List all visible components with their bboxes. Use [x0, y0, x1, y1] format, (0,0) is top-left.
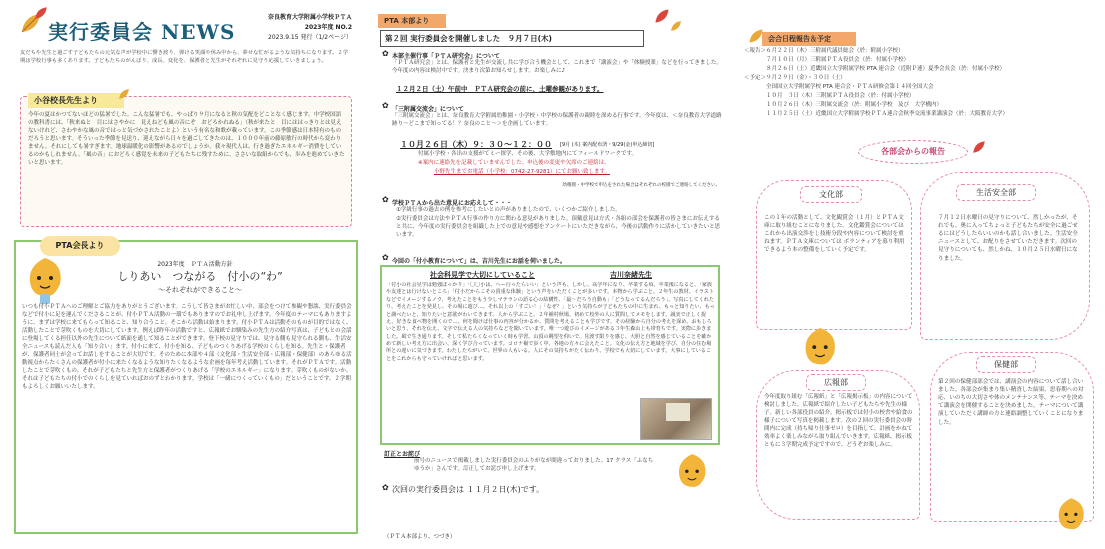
- section-bullet-icon: ✿: [382, 49, 389, 58]
- schedule-line-2: ８月２６日（土）近畿国立大学附属学校 PTA 連合会（近附Ｐ連）夏季会長会（於：付属小学校）: [744, 66, 1006, 72]
- reports-heading: 各部会からの報告: [858, 140, 968, 164]
- news-column-center: [370, 0, 730, 549]
- pta-slogan: しりあい つながる 付小の“わ”: [117, 270, 283, 283]
- principal-body: 今年の夏はかつてないほどの猛暑でした。こんな猛暑でも、やっぱり９月になると秋の気配をどことなく感じます。中学校国語の教科書には、「秋来ぬと 目にはさやかに 見えねども風の音にぞ おどろかれぬる」（秋が来たと 目にははっきりとは見えないけれど、さわやかな風の音ではっと気づかされたことよ）という有名な和歌が載っています。この季節感は日本特有のものだろうと思います。そういった季節を見送り、迎えながら日々を過ごしてきたのは、１０００年前の藤原敏行の時代から変わりません。それにしても暑すぎます。地球温暖化の影響があるのでしょうか。我々現代人は、行き過ぎたエネルギー消費をしているのかもしれません。「風の音」におどろく感覚を未来の子どもたちに残すために、ささいな取組からでも、歩みを進めていきたいと思います。: [28, 112, 345, 166]
- mascot-icon: [800, 326, 840, 372]
- schedule-line-5: １０月 ３日（木）三附属ＰＴＡ役員会（於：付属小学校）: [744, 93, 915, 99]
- publisher-name: 奈良教育大学附属小学校ＰＴＡ: [267, 14, 352, 21]
- sec3-title: 学校ＰＴＡから出た意見にお応えして・・・: [392, 200, 513, 207]
- schedule-tag: 会合日程報告＆予定: [762, 32, 856, 46]
- health-body: 第２回の保健部部会では、講演会の内容について話し合いました。各部会が集まり集い精査した結果、思春期への対応、いのちの大切さや体のメンテナンス等、テーマを決めて講演会を開催することを決めました。テーマについて講演していただく講師の方と連絡調整していくことになりました。: [938, 379, 1084, 426]
- correction-title: 訂正とお詫び: [384, 451, 421, 458]
- section-bullet-icon: ✿: [382, 483, 389, 492]
- leaf-icon: [654, 8, 670, 24]
- section-bullet-icon: ✿: [382, 101, 389, 110]
- teacher-box-title: 社会科見学で大切にしていること: [430, 271, 535, 279]
- schedule-line-4: 全国国立大学附属学校 PTA 連合会・ＰＴＡ研修会第１４回全国大会: [744, 84, 934, 90]
- schedule-line-6: １０月２６日（木）三附属交流会（於：附属小学校 及び 大学構内）: [744, 102, 943, 108]
- leaf-icon: [972, 140, 986, 154]
- schedule-line-0: ＜報告＞６月２２日（木）三附属代議員総会（於：附属小学校）: [744, 48, 904, 54]
- pta-heading: PTA会長より: [40, 236, 120, 256]
- photo-screen: [666, 403, 690, 421]
- sec2-contact: 小野先生までお電話（小学校：0742-27-9281）にてお願い致します。: [434, 169, 611, 175]
- sec2-detail: 付属小学校・各出の支援がてミー探学、その後、大学敷地内にてフィールドワークです。: [418, 151, 638, 157]
- sec2-date: １０月２６日（木）９：３０～１２：００: [400, 140, 552, 149]
- policy-label: 2023年度 ＰＴＡ活動方針: [157, 261, 233, 268]
- safety-body: ７月１２日水曜日の見守りについて、然しかったが、それでも、奥に入ってちょっと子どもたちが安全に過ごせるにはどうしたらいいのかも話し合いました。生活安全ニュースとして、お配りをさせていただきます。次回の見守りについても、然しかね、１０月２５日水曜日になりました。: [938, 215, 1078, 262]
- sec3-line2: ②実行委員会は方法やＰＴＡ行事の作り方に関わる意見がありました。頂戴意見は方式・各組の部会を保護者の皆さまにお伝えすると共に、今年度の実行委員会を組織した上での意見や感想をアンケートにいただきながら、今後の活動作りに活かしていきたいと思います。: [396, 216, 721, 238]
- teacher-body: 「付小の社会見学は勉強ばっかり」「〇〇小は、へー行ったらいい」という声も、しかし、高学年になり、卒業する頃、卒業後になると、「家族や友達とは行けないところ」「付小だからこその貴重な体験」という声をいただくことが多いです。本物から学ぶこと。２年生の教材、イラストなどでイメージするノウ、考えたことをもう少しマテランの語る心の結構性、「最～だろう自動も」「どうなってるんだろう」、写真にしてくれたり、考えたことを発見し、その場に遊び…。それ以上の「すごい！」「なぜ？」という気持ちが子どもたちの中に生まれ、もっと知りたい、もっと調べたいと、知りたいと意欲がわいてきます。人から学ぶこと。２年補村秋場、初めて校外の人に質問してメモをします。誠実で正しく捉え、好きな食べ物を開くので…。何を聞けば仕事の内容が分かるか、質問を考えることも学びです。その経験から自分の考えを深め、おもしろいと思う、それを伝え、文字で伝える人の気持ちなどを聞いています。唯一つ遊びのイメージがある３年生森山上も帯育ちです。実際に歩きました。風で生き通ります。そして私たちくなっていく時も学習。山頂の眺望を仰いで、見渡す限りを感じ、大胆と自然を感じていることを確かめて新しい考え方に出会い、深く学び合っています。コロナ禍で歩く中、各地の方々に会えたこと。文化の伝え方と地域を学び、自分の住む場所との違いに気づきます。わたしたちがいて、世界の人もいる。人にその気持ちがたく伝わり、学校でも大切にしています。大事にしていることをこれからも守っていければと思います。: [386, 282, 715, 362]
- sec1-body: 「ＰＴＡ研究会」とは、保護者と先生が交流し共に学び合う機会として、これまで「講演会」や「体験授業」などを行ってきました。今年度の内容は検討中です。決まり次第お知らせします。お楽しみに♪: [392, 60, 722, 74]
- health-title: 保健部: [976, 356, 1036, 373]
- correction-body: 前号のニュースで掲載しました実行委員会のふりがなが間違っておりました。17 クラス「ふなちゆうか」さんです。訂正してお詫び申し上げます。: [414, 458, 654, 472]
- leaf-icon: [118, 88, 130, 100]
- next-meeting: 次回の実行委員会は １１月２日(木)です。: [392, 485, 545, 494]
- section-bullet-icon: ✿: [382, 253, 389, 262]
- issue-date: 2023.9.15 発行（1/2ページ）: [268, 34, 352, 41]
- mascot-icon: [674, 452, 710, 494]
- pr-title: 広報部: [806, 374, 866, 391]
- sec2-title: 「三附属交流会」について: [392, 106, 464, 113]
- issue-number: 2023年度 NO.2: [304, 24, 352, 31]
- culture-body: この１年の活動として、文化観賞会（１月）とＰＴＡ文庫に取り組むことになりました。文化鑑賞会についてはこれから出演交渉をし技術分段や内容について検討を重ねます。ＰＴＡ文庫については ボランティアを募り利用できるよう本の整備をしていく予定です。: [764, 215, 905, 254]
- section-bullet-icon: ✿: [382, 195, 389, 204]
- news-column-left: [0, 0, 360, 549]
- culture-title: 文化部: [800, 186, 862, 203]
- schedule-line-1: ７月１０日（月）三附属ＰＴＡ役員会（於：付属小学校）: [744, 57, 910, 63]
- intro-text: 友だちや先生と過ごす子どもたちの元気な声が学校中に響き渡り、弾ける笑顔や休み中から、夢せな忙がるような気持ちになります。２学期は学校行事も多くあります。子どもたちのがんばり、成長、変化を、保護者と先生がそれぞれに見守り応援していきましょう。: [20, 50, 348, 64]
- teacher-name: 吉川奈緒先生: [610, 271, 652, 279]
- leaf-icon: [34, 6, 48, 20]
- newsletter-title: 実行委員会 NEWS: [48, 20, 236, 44]
- pr-body: 今年度取り組む「広報紙」と「広報掲示板」の内容について検討しました。広報紙で紹介したい子どもたちや先生の様子。新しい各部役員の紹介。掲示板では付小の校舎や給食の様子について写真を掲載します。次の２回の実行委員会の時間内に完成（持ち帰り仕事ゼロ）を目指して、計画をかねて効率よく楽しみながら取り組んでいきます。広報紙、掲示板ともに３学期完成予定ですので、どうぞお楽しみに。: [764, 394, 913, 448]
- mascot-icon: [1054, 496, 1088, 536]
- schedule-line-3: ＜予定＞９月２９日（金）・３０日（土）: [744, 75, 846, 81]
- safety-title: 生活安全部: [956, 184, 1036, 201]
- leaf-icon: [670, 20, 682, 32]
- sec4-title: 今回の「付小教育について」は、吉川先生にお話を伺いました。: [392, 258, 566, 265]
- pta-slogan-sub: ～それぞれができること～: [158, 286, 242, 294]
- sec1-date: １２月２日（土）午前中 ＰＴＡ研究会の前に、土曜参観があります。: [396, 85, 604, 93]
- principal-heading: 小谷校長先生より: [28, 93, 124, 108]
- sec2-note: [9月 (木) 案内配布済・9/29(金)申込締切]: [560, 142, 655, 148]
- sec3-line1: ①学級行事の過去の例を参考にしたいとの声がありましたので、いくつかご紹介しました。: [396, 207, 621, 213]
- mascot-icon: [24, 256, 66, 304]
- meeting-headline: 第２回 実行委員会を開催しました ９月７日(木): [380, 30, 644, 47]
- column-footer: （ＰＴＡ本部より、つづき）: [384, 534, 456, 540]
- news-column-right: [740, 0, 1105, 549]
- sec2-warning: ※案内に連絡先を記載していませんでした。申込後の変更や欠席のご連絡は、: [418, 160, 610, 166]
- sec2-small-note: 幼稚園・中学校で申込をされた場合はそれぞれの校園でご連絡してください。: [562, 183, 720, 188]
- sec2-body: 「三附属交流会」とは、奈良教育大学附属幼稚園・小学校・中学校の保護者の親睦を深める行事です。今年度は、＜奈良教育大学道路跡り～どこまで知ってる！？奈良のこと～＞を企画しています。: [392, 113, 722, 127]
- pta-hq-tag: PTA 本部より: [378, 14, 446, 28]
- sec1-title: 本部主催行事「ＰＴＡ研究会」について: [392, 53, 500, 60]
- schedule-line-7: １１月２５日（土）近畿国立大学附属学校ＰＴＡ連合会秋季交流事業講演会（於：大阪教育大学）: [744, 111, 1009, 117]
- pta-body: いつも付小ＰＴＡへのご理解とご協力をありがとうございます。こうして皆さまがお忙しい中、部会をつけて参観や懇談、実行委員会などで付小に足を運んでくださることが、付小ＰＴＡ活動の一環でもありますのでお礼申し上げます。今年度のテーマにもありますように、まずは学校に来てもらって知ること、知り合うこと。そこから活動は始まります。付小ＰＴＡは活動そのものが目的ではなく、活動したことで芽吹くものを大切にしています。例えば昨年の活動ですと、広報紙でお馴染みの先生方の紹介写真は、子どもとの会話に登場してくる担任以外の先生について紙面を通して知ることができます。登下校の見守りでは、見守る側も見守られる側も、生活安全ニュースも読んだ人も「知り合い」ます。付小に来て、付小を知る、子どものつくりあげる学校のくらしを知る。先生と・保護者が、保護者同士が会ってお話しをすることが大切です。そのために本部や４部（文化部・生活安全部・広報部・保健部）のあらゆる活動視点からたくさんの保護者が付小に来たくなるような知りたくなるような企画を毎年考え活動しています。それがＰＴＡです。活動したことで芽吹くもの。それが子どもたちと先生方と保護者がつくりあげる「学校のエネルギー」になります。芽吹くものがないか、それは子どもたちの付小でのくらしを見ていればおのずとわかります。学校は「一緒につくっていくもの」だということです。２学期もよろしくお願いいたします。: [22, 304, 352, 390]
